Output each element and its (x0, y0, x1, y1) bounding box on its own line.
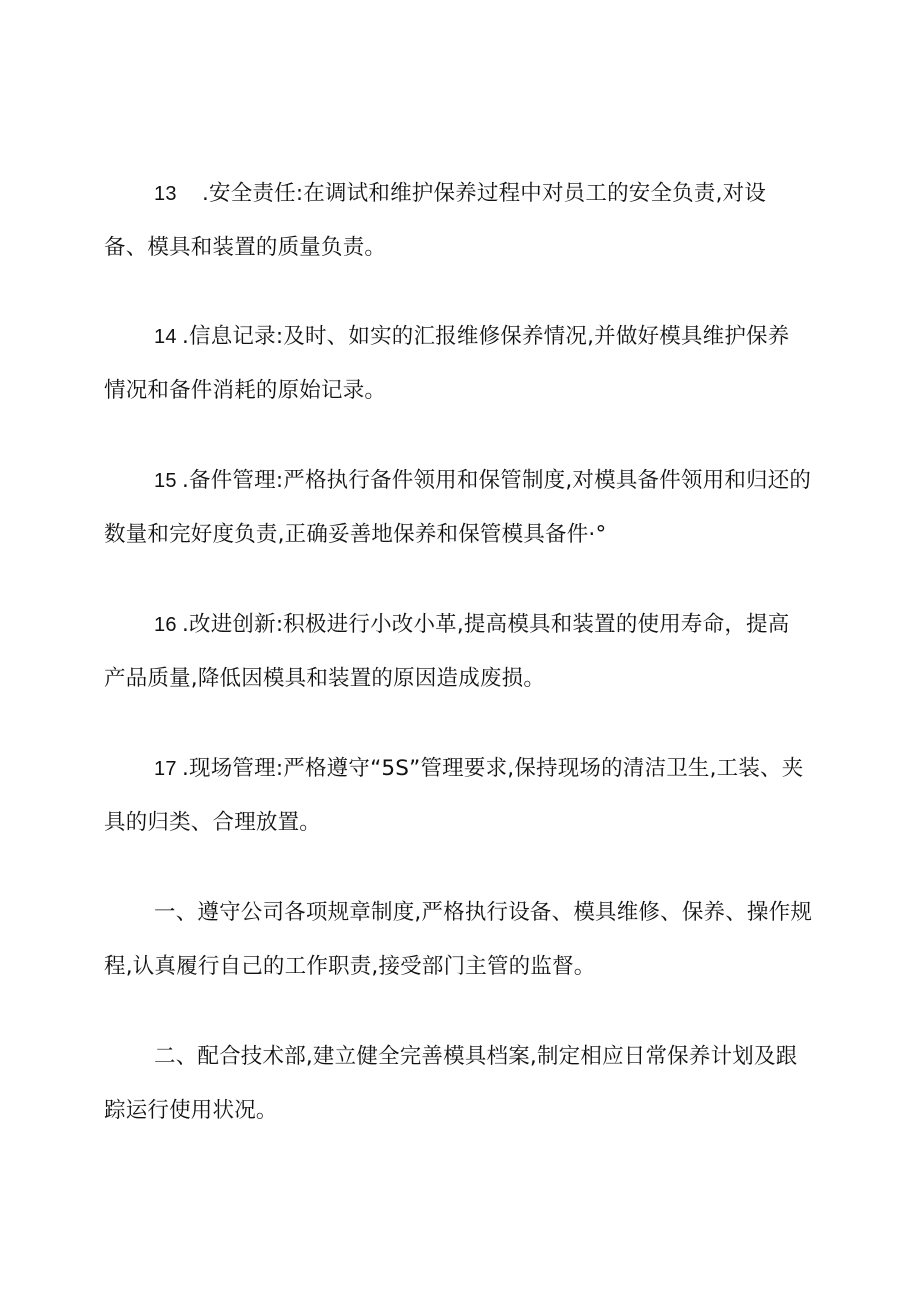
paragraph-two-cooperate-technical-dept (104, 1030, 820, 1138)
paragraph-second-line: 数量和完好度负责,正确妥善地保养和保管模具备件·° (104, 522, 607, 547)
paragraph-first-line (104, 454, 820, 508)
item-number: 15 (154, 470, 177, 492)
paragraph-second-line: 具的归类、合理放置。 (104, 810, 322, 835)
paragraph-first-line (104, 742, 820, 796)
paragraph-second-line: 情况和备件消耗的原始记录。 (104, 378, 387, 403)
item-number: 17 (154, 758, 177, 780)
paragraph-second-line: 产品质量,降低因模具和装置的原因造成废损。 (104, 666, 546, 691)
paragraph-text: .备件管理:严格执行备件领用和保管制度,对模具备件领用和归还的 (182, 468, 812, 493)
paragraph-15-spare-parts-management (104, 454, 820, 562)
paragraph-first-line (104, 167, 820, 221)
paragraph-first-line (104, 598, 820, 652)
paragraph-13-safety-responsibility (104, 167, 820, 275)
item-number: 14 (154, 326, 177, 348)
item-number: 16 (154, 614, 177, 636)
paragraph-second-line: 踪运行使用状况。 (104, 1098, 278, 1123)
paragraph-first-line (104, 310, 820, 364)
item-number: 13 (154, 183, 177, 205)
paragraph-text: .现场管理:严格遵守“5S”管理要求,保持现场的清洁卫生,工装、夹 (182, 756, 804, 781)
paragraph-first-line: 二、配合技术部,建立健全完善模具档案,制定相应日常保养计划及跟 (154, 1044, 798, 1069)
paragraph-text: .改进创新:积极进行小改小革,提高模具和装置的使用寿命，提高 (182, 612, 790, 637)
paragraph-text: .安全责任:在调试和维护保养过程中对员工的安全负责,对设 (202, 181, 767, 206)
paragraph-text: .信息记录:及时、如实的汇报维修保养情况,并做好模具维护保养 (182, 324, 790, 349)
paragraph-first-line: 一、遵守公司各项规章制度,严格执行设备、模具维修、保养、操作规 (154, 900, 813, 925)
paragraph-17-site-management (104, 742, 820, 850)
paragraph-second-line: 程,认真履行自己的工作职责,接受部门主管的监督。 (104, 954, 596, 979)
paragraph-one-comply-regulations (104, 886, 820, 994)
paragraph-14-information-record (104, 310, 820, 418)
paragraph-second-line: 备、模具和装置的质量负责。 (104, 235, 387, 260)
paragraph-16-improvement-innovation (104, 598, 820, 706)
